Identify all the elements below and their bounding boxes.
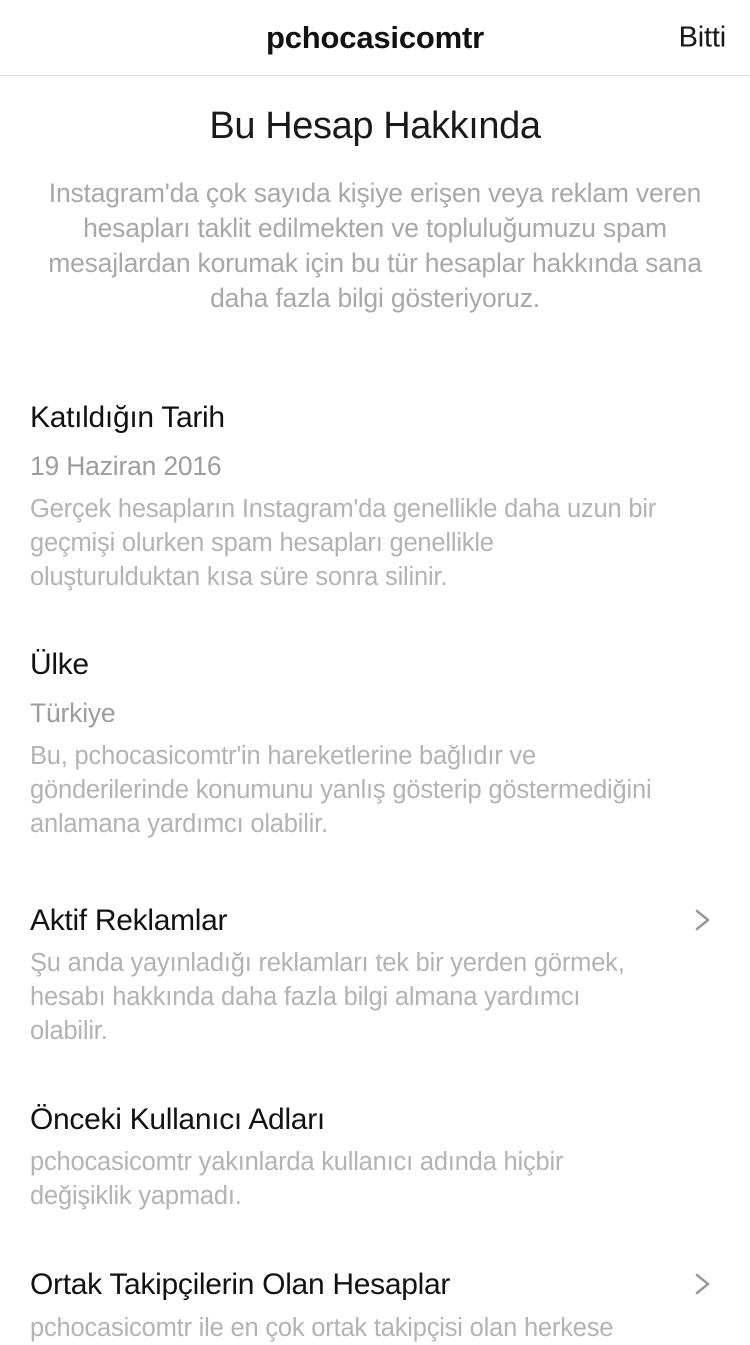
section-value: Türkiye (30, 697, 116, 728)
sections-list (0, 399, 750, 1345)
section-value: 19 Haziran 2016 (30, 450, 222, 481)
section-active-ads[interactable] (30, 902, 720, 1049)
section-join-date (30, 399, 720, 594)
done-button[interactable]: Bitti (678, 21, 726, 53)
section-description: pchocasicomtr yakınlarda kullanıcı adında hiçbir değişiklik yapmadı. (30, 1148, 564, 1211)
section-description: Bu, pchocasicomtr'in hareketlerine bağlıdır ve gönderilerinde konumunu yanlış gösterip göstermediğini anlamana yardımcı olabilir. (30, 741, 652, 838)
chevron-right-icon (690, 1272, 714, 1296)
section-shared-followers[interactable] (30, 1266, 720, 1345)
section-title: Önceki Kullanıcı Adları (30, 1102, 325, 1136)
header-block (0, 76, 750, 315)
section-title: Ortak Takipçilerin Olan Hesaplar (30, 1268, 451, 1302)
section-title: Katıldığın Tarih (30, 401, 225, 435)
section-title: Aktif Reklamlar (30, 903, 228, 937)
section-description: Şu anda yayınladığı reklamları tek bir yerden görmek, hesabı hakkında daha fazla bilgi almana yardımcı olabilir. (30, 949, 625, 1045)
about-description: Instagram'da çok sayıda kişiye erişen veya reklam veren hesapları taklit edilmekten ve topluluğumuzu spam mesajlardan korumak için bu tür hesaplar hakkında sana daha fazla bilgi gösteriyoruz. (48, 177, 702, 313)
chevron-right-icon (690, 908, 714, 932)
about-heading: Bu Hesap Hakkında (209, 105, 541, 147)
section-previous-usernames (30, 1101, 720, 1214)
section-country (30, 646, 720, 841)
navigation-bar (0, 0, 750, 76)
page-title: pchocasicomtr (266, 19, 484, 55)
section-description: pchocasicomtr ile en çok ortak takipçisi olan herkese (30, 1313, 614, 1342)
section-title: Ülke (30, 648, 89, 682)
section-description: Gerçek hesapların Instagram'da genellikle daha uzun bir geçmişi olurken spam hesapları genellikle oluşturulduktan kısa süre sonra silinir. (30, 494, 657, 591)
